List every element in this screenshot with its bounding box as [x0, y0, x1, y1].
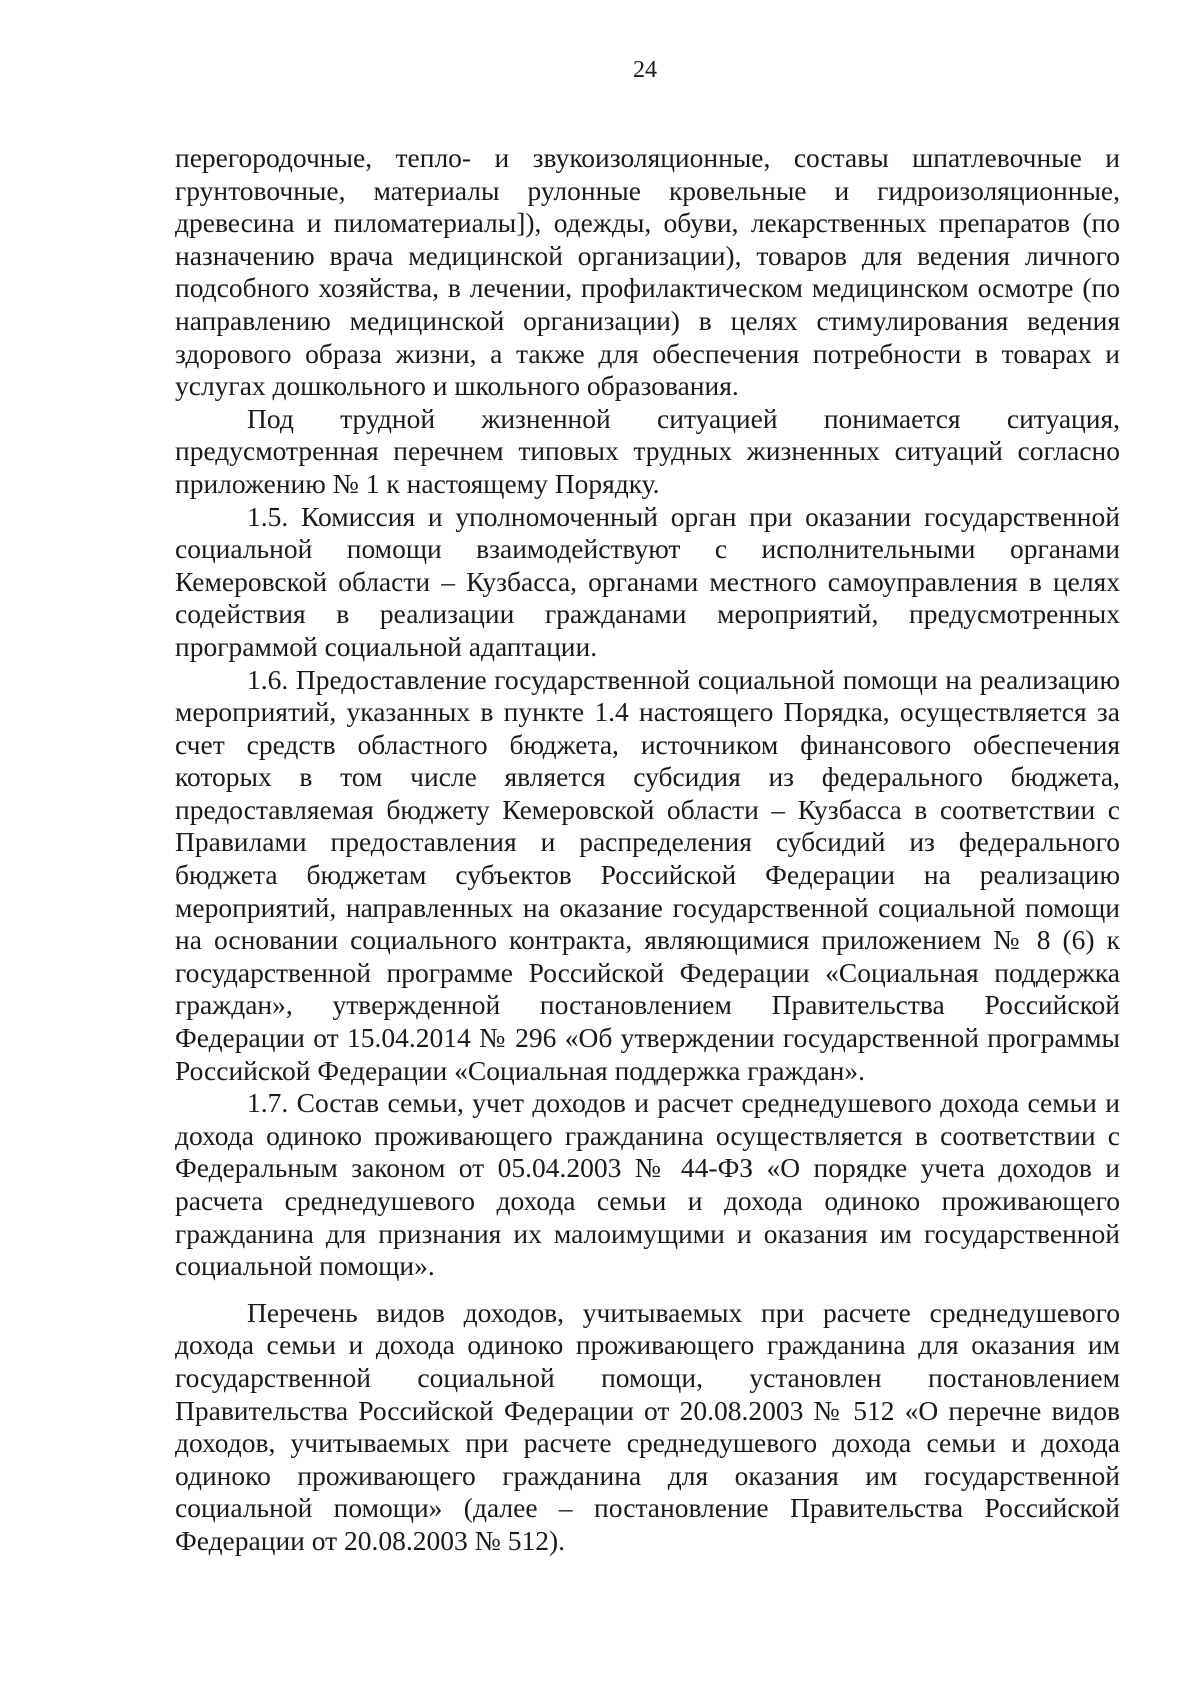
paragraph-1-5: 1.5. Комиссия и уполномоченный орган при оказании государственной социальной помощи взаимодействуют с исполнительными органами Кемеровской области – Кузбасса, органами местного самоуправления в целях содействия в реализации гражданами мероприятий, предусмотренных программой социальной адаптации. [175, 500, 1120, 662]
paragraph-1-6: 1.6. Предоставление государственной социальной помощи на реализацию мероприятий, указанных в пункте 1.4 настоящего Порядка, осуществляется за счет средств областного бюджета, источником финансового обеспечения которых в том числе является субсидия из федерального бюджета, предоставляемая бюджету Кемеровской области – Кузбасса в соответствии с Правилами предоставления и распределения субсидий из федерального бюджета бюджетам субъектов Российской Федерации на реализацию мероприятий, направленных на оказание государственной социальной помощи на основании социального контракта, являющимися приложением № 8 (6) к государственной программе Российской Федерации «Социальная поддержка граждан», утвержденной постановлением Правительства Российской Федерации от 15.04.2014 № 296 «Об утверждении государственной программы Российской Федерации «Социальная поддержка граждан». [175, 663, 1120, 1086]
paragraph-1-7: 1.7. Состав семьи, учет доходов и расчет среднедушевого дохода семьи и дохода одиноко проживающего гражданина осуществляется в соответствии с Федеральным законом от 05.04.2003 № 44-ФЗ «О порядке учета доходов и расчета среднедушевого дохода семьи и дохода одиноко проживающего гражданина для признания их малоимущими и оказания им государственной социальной помощи». [175, 1087, 1120, 1282]
paragraph-continuation: перегородочные, тепло- и звукоизоляционные, составы шпатлевочные и грунтовочные, материалы рулонные кровельные и гидроизоляционные, древесина и пиломатериалы]), одежды, обуви, лекарственных препаратов (по назначению врача медицинской организации), товаров для ведения личного подсобного хозяйства, в лечении, профилактическом медицинском осмотре (по направлению медицинской организации) в целях стимулирования ведения здорового образа жизни, а также для обеспечения потребности в товарах и услугах дошкольного и школьного образования. [175, 142, 1120, 402]
paragraph-income-list: Перечень видов доходов, учитываемых при расчете среднедушевого дохода семьи и дохода одиноко проживающего гражданина для оказания им государственной социальной помощи, установлен постановлением Правительства Российской Федерации от 20.08.2003 № 512 «О перечне видов доходов, учитываемых при расчете среднедушевого дохода семьи и дохода одиноко проживающего гражданина для оказания им государственной социальной помощи» (далее – постановление Правительства Российской Федерации от 20.08.2003 № 512). [175, 1296, 1120, 1556]
page-number: 24 [633, 57, 657, 83]
paragraph-difficult-situation: Под трудной жизненной ситуацией понимается ситуация, предусмотренная перечнем типовых трудных жизненных ситуаций согласно приложению № 1 к настоящему Порядку. [175, 402, 1120, 499]
document-body [175, 142, 1120, 1558]
